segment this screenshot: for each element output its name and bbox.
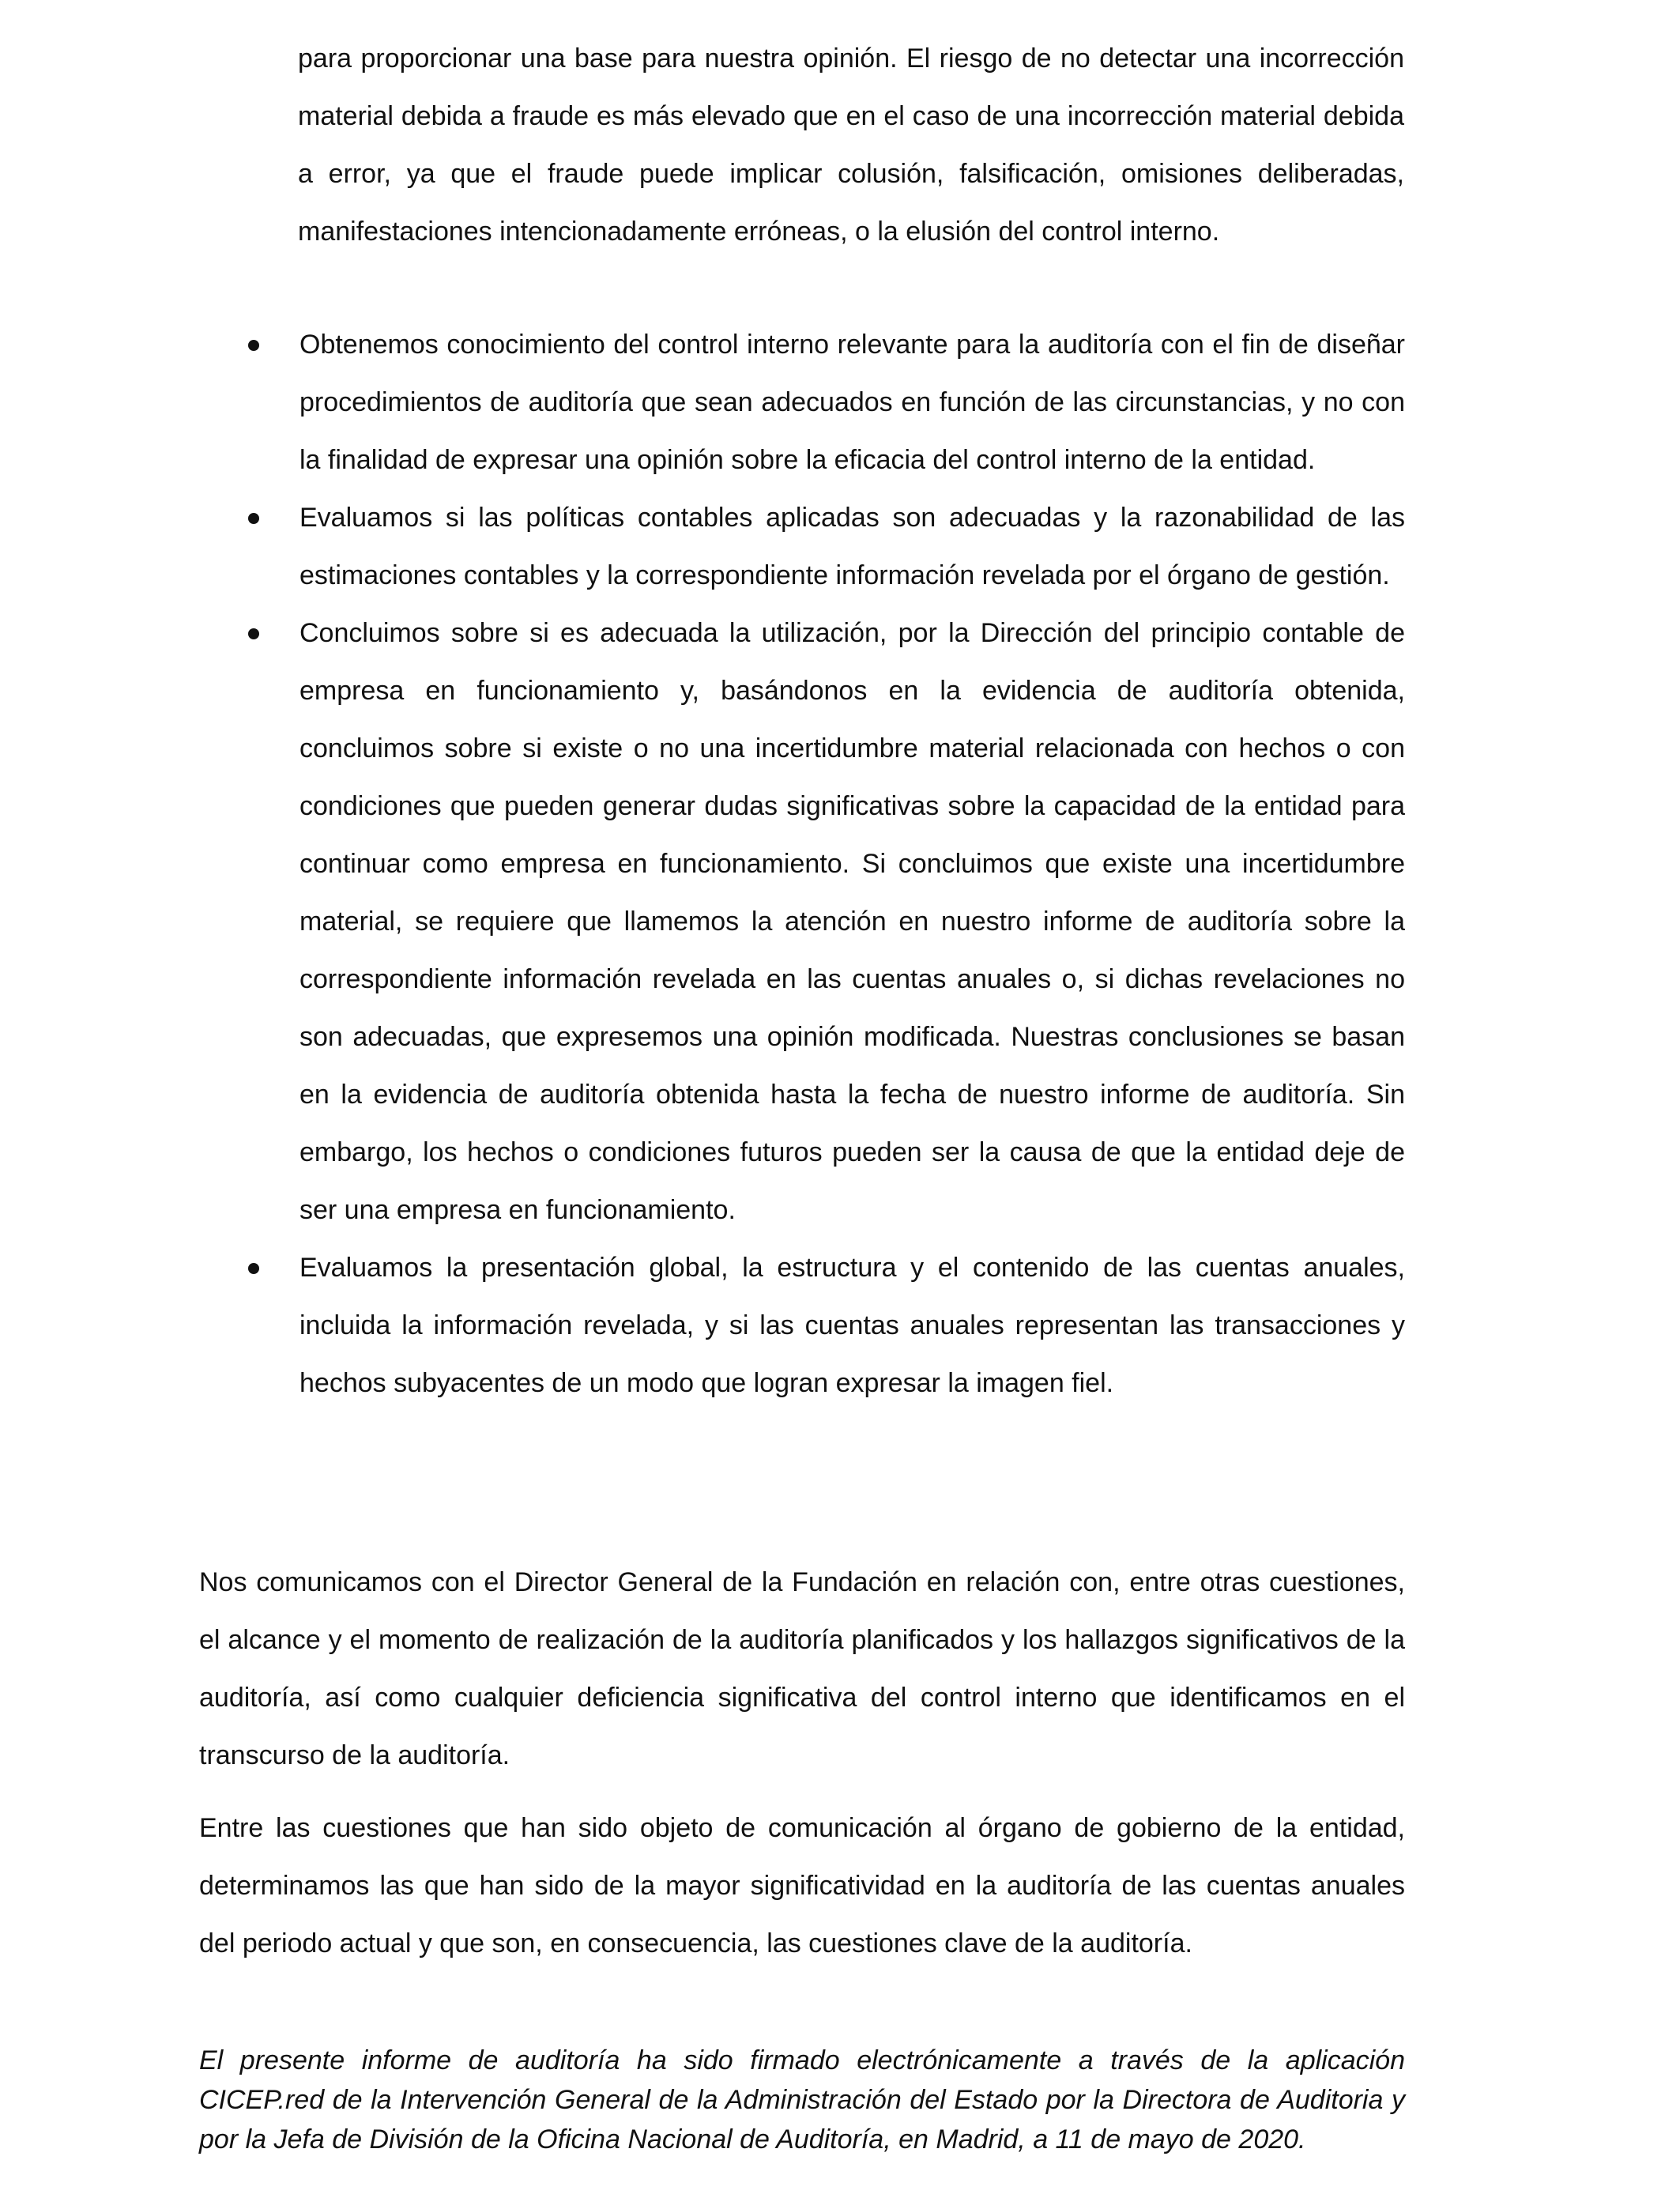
continuation-paragraph: para proporcionar una base para nuestra opinión. El riesgo de no detectar una incorrección material debida a fraude es más elevado que en el caso de una incorrección material debida a error, ya que el fraude puede implicar colusión, falsificación, omisiones deliberadas, manifestaciones intencionadamente erróneas, o la elusión del control interno. [298, 43, 1404, 247]
list-item-text: Concluimos sobre si es adecuada la utilización, por la Dirección del principio contable de empresa en funcionamiento y, basándonos en la evidencia de auditoría obtenida, concluimos sobre si existe o no una incertidumbre material relacionada con hechos o con condiciones que pueden generar dudas significativas sobre la capacidad de la entidad para continuar como empresa en funcionamiento. Si concluimos que existe una incertidumbre material, se requiere que llamemos la atención en nuestro informe de auditoría sobre la correspondiente información revelada en las cuentas anuales o, si dichas revelaciones no son adecuadas, que expresemos una opinión modificada. Nuestras conclusiones se basan en la evidencia de auditoría obtenida hasta la fecha de nuestro informe de auditoría. Sin embargo, los hechos o condiciones futuros pueden ser la causa de que la entidad deje de ser una empresa en funcionamiento. [299, 618, 1405, 1225]
communication-paragraph: Nos comunicamos con el Director General de la Fundación en relación con, entre otras cuestiones, el alcance y el momento de realización de la auditoría planificados y los hallazgos significativos de la auditoría, así como cualquier deficiencia significativa del control interno que identificamos en el transcurso de la auditoría. [199, 1567, 1405, 1770]
list-item [237, 1239, 1405, 1412]
bullet-icon [248, 628, 259, 639]
key-matters-paragraph: Entre las cuestiones que han sido objeto de comunicación al órgano de gobierno de la entidad, determinamos las que han sido de la mayor significatividad en la auditoría de las cuentas anuales del periodo actual y que son, en consecuencia, las cuestiones clave de la auditoría. [199, 1813, 1405, 1958]
bullet-icon [248, 1263, 259, 1274]
list-item-text: Obtenemos conocimiento del control interno relevante para la auditoría con el fin de diseñar procedimientos de auditoría que sean adecuados en función de las circunstancias, y no con la finalidad de expresar una opinión sobre la eficacia del control interno de la entidad. [299, 330, 1405, 475]
list-item [237, 489, 1405, 605]
bullet-icon [248, 513, 259, 524]
list-item [237, 605, 1405, 1239]
electronic-signature-note: El presente informe de auditoría ha sido firmado electrónicamente a través de la aplicación CICEP.red de la Intervención General de la Administración del Estado por la Directora de Auditoria y por la Jefa de División de la Oficina Nacional de Auditoría, en Madrid, a 11 de mayo de 2020. [199, 2045, 1405, 2154]
audit-procedures-list [237, 316, 1405, 1412]
list-item [237, 316, 1405, 489]
list-item-text: Evaluamos si las políticas contables aplicadas son adecuadas y la razonabilidad de las estimaciones contables y la correspondiente información revelada por el órgano de gestión. [299, 503, 1405, 590]
list-item-text: Evaluamos la presentación global, la estructura y el contenido de las cuentas anuales, incluida la información revelada, y si las cuentas anuales representan las transacciones y hechos subyacentes de un modo que logran expresar la imagen fiel. [299, 1253, 1405, 1398]
bullet-icon [248, 340, 259, 351]
